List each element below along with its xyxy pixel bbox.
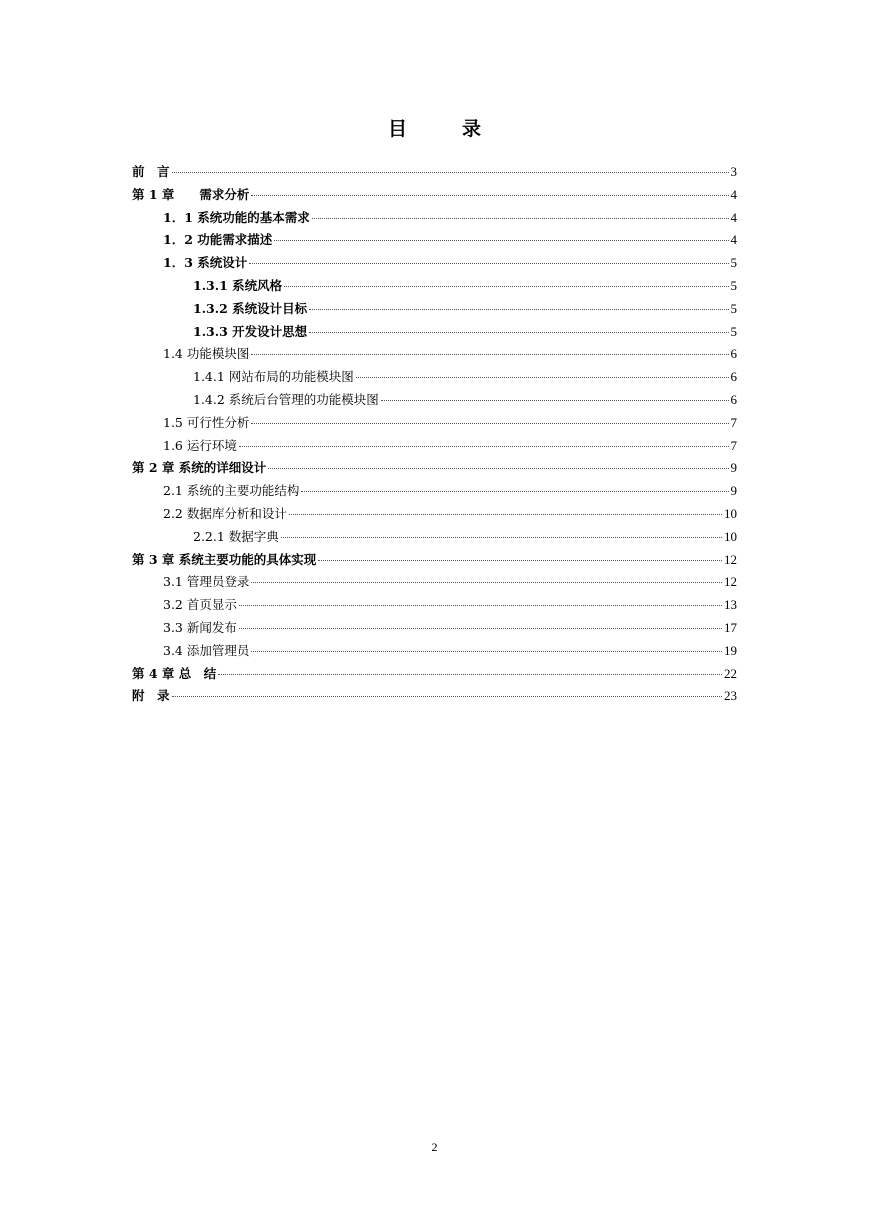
toc-entry-page: 6: [730, 346, 737, 362]
toc-entry-page: 7: [730, 437, 737, 453]
toc-entry[interactable]: [132, 207, 737, 230]
toc-entry-label: 第 3 章 系统主要功能的具体实现: [132, 551, 317, 567]
toc-dot-leader: [281, 537, 722, 538]
toc-entry[interactable]: [132, 640, 737, 663]
toc-dot-leader: [309, 332, 728, 333]
toc-dot-leader: [249, 263, 728, 264]
toc-entry[interactable]: [132, 366, 737, 389]
toc-dot-leader: [172, 696, 722, 697]
toc-entry-label: 3.1 管理员登录: [163, 574, 250, 590]
toc-entry[interactable]: [132, 571, 737, 594]
toc-entry-page: 4: [730, 209, 737, 225]
toc-entry[interactable]: [132, 343, 737, 366]
toc-entry[interactable]: [132, 298, 737, 321]
toc-entry[interactable]: [132, 275, 737, 298]
toc-entry-page: 10: [724, 528, 737, 544]
toc-entry-page: 5: [730, 255, 737, 271]
toc-entry-label: 第 4 章 总 结: [132, 665, 217, 681]
toc-dot-leader: [312, 218, 729, 219]
toc-entry-page: 3: [730, 164, 737, 179]
toc-entry-label: 3.3 新闻发布: [163, 619, 237, 635]
toc-dot-leader: [239, 628, 722, 629]
toc-entry-label: 1.3.1 系统风格: [193, 277, 283, 293]
toc-entry-page: 5: [730, 323, 737, 339]
toc-entry-label: 1.4.2 系统后台管理的功能模块图: [193, 391, 379, 407]
toc-entry[interactable]: [132, 549, 737, 572]
page-number: 2: [431, 1140, 438, 1154]
toc-dot-leader: [218, 674, 722, 675]
toc-entry-page: 7: [730, 414, 737, 430]
toc-entry[interactable]: [132, 685, 737, 708]
toc-entry-label: 2.2 数据库分析和设计: [163, 505, 287, 521]
toc-dot-leader: [239, 605, 722, 606]
toc-entry-label: 1.3.3 开发设计思想: [193, 323, 308, 339]
toc-entry-label: 前 言: [132, 164, 170, 179]
toc-entry[interactable]: [132, 435, 737, 458]
toc-entry[interactable]: [132, 321, 737, 344]
toc-entry-page: 6: [730, 369, 737, 385]
toc-entry-label: 1.4.1 网站布局的功能模块图: [193, 369, 354, 385]
toc-entry-label: 2.1 系统的主要功能结构: [163, 483, 300, 499]
toc-dot-leader: [284, 286, 728, 287]
toc-dot-leader: [318, 560, 722, 561]
toc-entry[interactable]: [132, 480, 737, 503]
toc-entry[interactable]: [132, 389, 737, 412]
toc-dot-leader: [274, 240, 728, 241]
toc-entry[interactable]: [132, 229, 737, 252]
toc-entry-label: 1.4 功能模块图: [163, 346, 250, 362]
toc-entry-label: 3.2 首页显示: [163, 597, 237, 613]
toc-dot-leader: [309, 309, 728, 310]
toc-entry-label: 1.6 运行环境: [163, 437, 237, 453]
toc-dot-leader: [172, 172, 729, 173]
toc-entry-page: 19: [724, 642, 737, 658]
toc-dot-leader: [251, 423, 728, 424]
toc-entry[interactable]: [132, 412, 737, 435]
toc-entry-page: 9: [730, 460, 737, 476]
toc-entry[interactable]: [132, 663, 737, 686]
toc-entry-page: 12: [724, 551, 737, 567]
toc-entry-label: 第 1 章 需求分析: [132, 186, 250, 202]
toc-entry[interactable]: [132, 161, 737, 184]
toc-entry[interactable]: [132, 252, 737, 275]
toc-entry-page: 12: [724, 574, 737, 590]
toc-dot-leader: [268, 468, 728, 469]
toc-entry-page: 23: [724, 688, 737, 704]
toc-dot-leader: [301, 491, 728, 492]
toc-entry-page: 6: [730, 391, 737, 407]
toc-entry-page: 13: [724, 597, 737, 613]
toc-dot-leader: [239, 446, 729, 447]
toc-entry-page: 4: [730, 232, 737, 248]
toc-dot-leader: [356, 377, 729, 378]
toc-dot-leader: [251, 195, 728, 196]
toc-dot-leader: [251, 354, 728, 355]
toc-entry-label: 1.3.2 系统设计目标: [193, 300, 308, 316]
toc-entry-page: 5: [730, 300, 737, 316]
toc-entry[interactable]: [132, 594, 737, 617]
toc-entry[interactable]: [132, 526, 737, 549]
toc-entry-label: 1．1 系统功能的基本需求: [163, 209, 310, 225]
toc-entry-page: 9: [730, 483, 737, 499]
toc-entry-label: 1.5 可行性分析: [163, 414, 250, 430]
toc-entry[interactable]: [132, 457, 737, 480]
toc-entry-label: 3.4 添加管理员: [163, 642, 250, 658]
toc-entry-label: 第 2 章 系统的详细设计: [132, 460, 267, 476]
toc-entry-label: 1．2 功能需求描述: [163, 232, 273, 248]
toc-dot-leader: [251, 651, 722, 652]
toc-entry[interactable]: [132, 503, 737, 526]
toc-entry[interactable]: [132, 184, 737, 207]
toc-entry-page: 17: [724, 619, 737, 635]
toc-dot-leader: [289, 514, 722, 515]
toc-entry-label: 1．3 系统设计: [163, 255, 248, 271]
table-of-contents: [132, 161, 737, 708]
toc-dot-leader: [381, 400, 729, 401]
toc-entry-label: 2.2.1 数据字典: [193, 528, 279, 544]
page-title: 目 录: [387, 118, 499, 140]
toc-entry-page: 4: [730, 186, 737, 202]
toc-entry-page: 22: [724, 665, 737, 681]
toc-dot-leader: [251, 582, 722, 583]
toc-entry-label: 附 录: [132, 688, 170, 704]
toc-entry-page: 5: [730, 277, 737, 293]
toc-entry-page: 10: [724, 505, 737, 521]
toc-entry[interactable]: [132, 617, 737, 640]
